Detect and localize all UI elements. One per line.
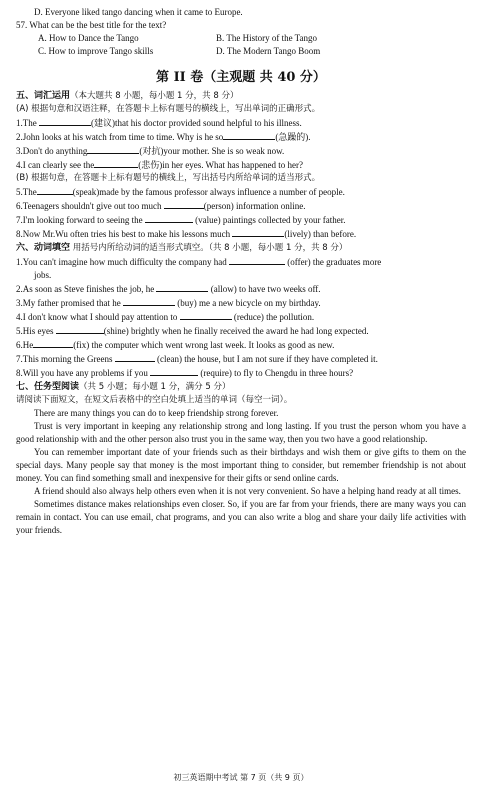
q57-option-b: B. The History of the Tango: [216, 33, 318, 43]
item-text: 6.He: [16, 340, 34, 350]
item-text: 1.You can't imagine how much difficulty the company had: [16, 257, 230, 267]
q57-options-row-1: [16, 32, 466, 45]
section-2-title: 第 II 卷（主观题 共 40 分）: [156, 70, 326, 85]
passage-paragraph-4: A friend should also always help others even when it is not very convenient. So have a helping hand ready at all times.: [34, 486, 461, 496]
part6-title: 六、动词填空: [16, 243, 71, 253]
part7-title: 七、任务型阅读: [16, 382, 80, 392]
item-text: jobs.: [34, 270, 52, 280]
answer-blank[interactable]: [150, 366, 198, 376]
part7-header: [16, 380, 466, 394]
item-text: (急躁的).: [275, 132, 311, 142]
item-text: (require) to fly to Chengdu in three hours?: [198, 368, 354, 378]
answer-blank[interactable]: [123, 296, 175, 306]
part6-header: [16, 241, 466, 255]
item-text: 4.I can clearly see the: [16, 160, 95, 170]
item-text: (buy) me a new bicycle on my birthday.: [174, 298, 321, 308]
item-text: 3.Don't do anything: [16, 146, 88, 156]
item-text: 2.John looks at his watch from time to time. Why is he so: [16, 132, 224, 142]
answer-blank[interactable]: [94, 158, 138, 168]
item-text: (clean) the house, but I am not sure if they have completed it.: [154, 354, 378, 364]
part5-item-6: [16, 199, 466, 213]
answer-blank[interactable]: [37, 185, 73, 195]
part5-item-4: [16, 158, 466, 172]
item-text: (lively) than before.: [284, 229, 357, 239]
part6-item-3: [16, 296, 466, 310]
passage-paragraph-5: Sometimes distance makes relationships even closer. So, if you are far from your friends, there are many ways you can remain in contact. You can use email, chat programs, and you can also write a blog and share your daily life activities with your friends.: [16, 499, 466, 535]
item-text: 7.I'm looking forward to seeing the: [16, 215, 145, 225]
answer-blank[interactable]: [56, 324, 104, 334]
item-text: 5.His eyes: [16, 326, 56, 336]
item-text: 8.Will you have any problems if you: [16, 368, 151, 378]
question-57: 57. What can be the best title for the text?: [16, 20, 167, 30]
part5-item-1: [16, 116, 466, 130]
item-text: 2.As soon as Steve finishes the job, he: [16, 284, 157, 294]
part6-note: 用括号内所给动词的适当形式填空。（共 8 小题，每小题 1 分，共 8 分）: [70, 243, 348, 253]
answer-blank[interactable]: [180, 310, 232, 320]
part5-note: （本大题共 8 小题，每小题 1 分，共 8 分）: [70, 91, 239, 101]
item-text: 1.The: [16, 118, 39, 128]
part6-item-8: [16, 366, 466, 380]
answer-blank[interactable]: [229, 255, 285, 265]
answer-blank[interactable]: [223, 130, 275, 140]
item-text: (对抗)your mother. She is so weak now.: [139, 146, 285, 156]
answer-blank[interactable]: [156, 282, 208, 292]
item-text: (悲伤)in her eyes. What has happened to her?: [138, 160, 303, 170]
answer-blank[interactable]: [164, 199, 204, 209]
answer-blank[interactable]: [39, 116, 91, 126]
q57-option-c: C. How to improve Tango skills: [38, 46, 154, 56]
part7-instruction: 请阅读下面短文，在短文后表格中的空白处填上适当的单词（每空一词）。: [16, 395, 293, 405]
item-text: (allow) to have two weeks off.: [208, 284, 321, 294]
q57-options-row-2: [16, 45, 466, 58]
part5-b-instruction: (B) 根据句意，在答题卡上标有题号的横线上，写出括号内所给单词的适当形式。: [16, 173, 321, 183]
item-text: (person) information online.: [203, 201, 306, 211]
part6-item-1: [16, 255, 466, 269]
answer-blank[interactable]: [87, 144, 139, 154]
part6-item-5: [16, 324, 466, 338]
part5-item-8: [16, 227, 466, 241]
item-text: 8.Now Mr.Wu often tries his best to make his lessons much: [16, 229, 233, 239]
part6-item-6: [16, 338, 466, 352]
part5-a-instruction: (A) 根据句意和汉语注释，在答题卡上标有题号的横线上，写出单词的正确形式。: [16, 104, 321, 114]
part5-item-5: [16, 185, 466, 199]
q57-option-a: A. How to Dance the Tango: [38, 33, 139, 43]
answer-blank[interactable]: [115, 352, 155, 362]
passage-paragraph-2: Trust is very important in keeping any relationship strong and long lasting. If you trust the person whom you have a good relationship with and the other person also trust you in the same way, then you two have a good relationship.: [16, 421, 466, 444]
answer-blank[interactable]: [145, 213, 193, 223]
item-text: 6.Teenagers shouldn't give out too much: [16, 201, 164, 211]
item-text: (speak)made by the famous professor always influence a number of people.: [72, 187, 345, 197]
prev-option-d: D. Everyone liked tango dancing when it came to Europe.: [34, 7, 243, 17]
item-text: (offer) the graduates more: [285, 257, 382, 267]
item-text: 5.The: [16, 187, 37, 197]
item-text: 4.I don't know what I should pay attention to: [16, 312, 180, 322]
answer-blank[interactable]: [33, 338, 73, 348]
item-text: 3.My father promised that he: [16, 298, 123, 308]
item-text: (shine) brightly when he finally received the award he had long expected.: [103, 326, 369, 336]
item-text: (fix) the computer which went wrong last week. It looks as good as new.: [73, 340, 335, 350]
passage-paragraph-1: There are many things you can do to keep friendship strong forever.: [34, 408, 279, 418]
exam-page: [16, 6, 466, 537]
part5-item-7: [16, 213, 466, 227]
part6-item-1-cont: [16, 269, 466, 282]
part5-header: [16, 89, 466, 103]
part6-item-7: [16, 352, 466, 366]
part5-title: 五、词汇运用: [16, 91, 71, 101]
item-text: (value) paintings collected by your father.: [192, 215, 346, 225]
part5-item-3: [16, 144, 466, 158]
page-footer: 初三英语期中考试 第 7 页（共 9 页）: [173, 773, 309, 782]
q57-option-d: D. The Modern Tango Boom: [216, 46, 321, 56]
item-text: 7.This morning the Greens: [16, 354, 115, 364]
item-text: (建议)that his doctor provided sound helpful to his illness.: [91, 118, 302, 128]
part6-item-4: [16, 310, 466, 324]
item-text: (reduce) the pollution.: [231, 312, 315, 322]
passage-paragraph-3: You can remember important date of your friends such as their birthdays and wish them or give gifts to them on the special days. Many people say that money is the most important thing to consider, but remember friendship is not about money. You can find something small and inexpensive for their gifts or send online cards.: [16, 447, 466, 483]
answer-blank[interactable]: [232, 227, 284, 237]
part5-item-2: [16, 130, 466, 144]
part7-note: （共 5 小题；每小题 1 分，满分 5 分）: [79, 382, 231, 392]
part6-item-2: [16, 282, 466, 296]
